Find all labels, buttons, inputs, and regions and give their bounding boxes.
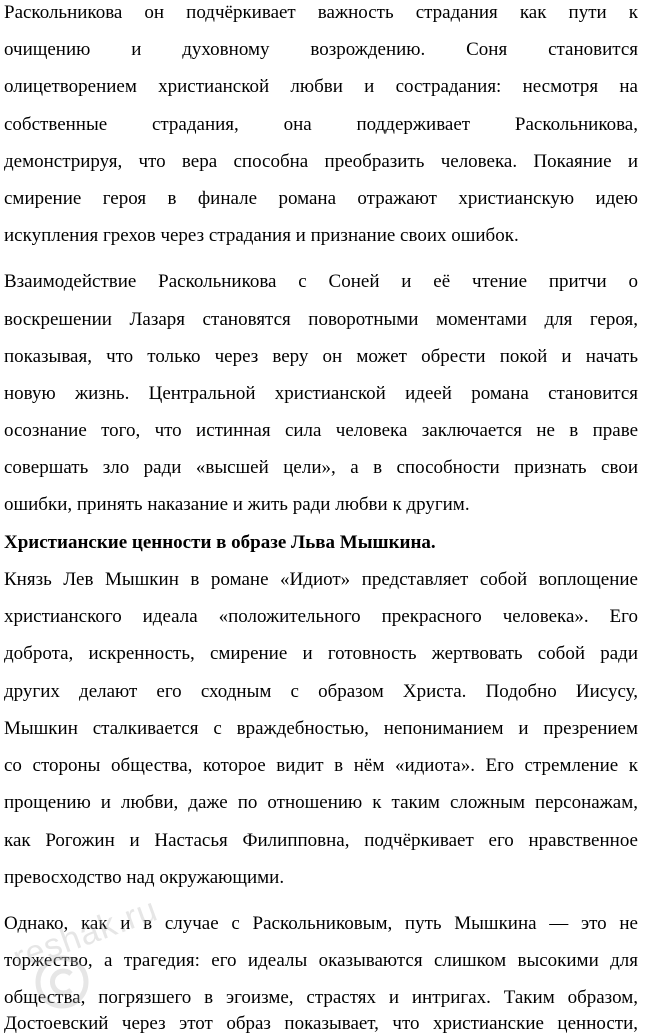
watermark-text: reshak.ru [8, 890, 163, 978]
text-line: прощению и любви, даже по отношению к таким сложным персонажам, [4, 792, 638, 813]
text-line: превосходство над окружающими. [4, 867, 285, 888]
text-line: показывая, что только через веру он может обрести покой и начать [4, 346, 638, 367]
text-line: совершать зло ради «высшей цели», а в способности признать свои [4, 457, 638, 478]
text-line: Князь Лев Мышкин в романе «Идиот» представляет собой воплощение [4, 569, 638, 590]
text-line: олицетворением христианской любви и сострадания: несмотря на [4, 76, 638, 97]
text-line: со стороны общества, которое видит в нём «идиота». Его стремление к [4, 755, 638, 776]
text-line: смирение героя в финале романа отражают христианскую идею [4, 188, 638, 209]
text-line: общества, погрязшего в эгоизме, страстях и интригах. Таким образом, [4, 987, 638, 1008]
text-line: других делают его сходным с образом Христа. Подобно Иисусу, [4, 681, 638, 702]
section-heading: Христианские ценности в образе Льва Мышкина. [4, 532, 436, 553]
text-line: Достоевский через этот образ показывает, что христианские ценности, [4, 1013, 638, 1034]
text-line: новую жизнь. Центральной христианской идеей романа становится [4, 383, 638, 404]
text-line: доброта, искренность, смирение и готовность жертвовать собой ради [4, 643, 638, 664]
text-line: Мышкин сталкивается с враждебностью, непониманием и презрением [4, 718, 638, 739]
text-line: осознание того, что истинная сила человека заключается не в праве [4, 420, 638, 441]
text-line: Раскольникова он подчёркивает важность страдания как пути к [4, 2, 638, 23]
text-line: собственные страдания, она поддерживает Раскольникова, [4, 114, 638, 135]
text-line: Однако, как и в случае с Раскольниковым, путь Мышкина — это не [4, 913, 638, 934]
text-line: христианского идеала «положительного прекрасного человека». Его [4, 606, 638, 627]
text-line: искупления грехов через страдания и признание своих ошибок. [4, 225, 519, 246]
text-line: демонстрируя, что вера способна преобразить человека. Покаяние и [4, 151, 638, 172]
text-line: торжество, а трагедия: его идеалы оказываются слишком высокими для [4, 950, 638, 971]
text-line: воскрешении Лазаря становятся поворотными моментами для героя, [4, 309, 638, 330]
text-line: как Рогожин и Настасья Филипповна, подчёркивает его нравственное [4, 830, 638, 851]
text-line: Взаимодействие Раскольникова с Соней и её чтение притчи о [4, 271, 638, 292]
text-line: очищению и духовному возрождению. Соня становится [4, 39, 638, 60]
text-line: ошибки, принять наказание и жить ради любви к другим. [4, 494, 470, 515]
